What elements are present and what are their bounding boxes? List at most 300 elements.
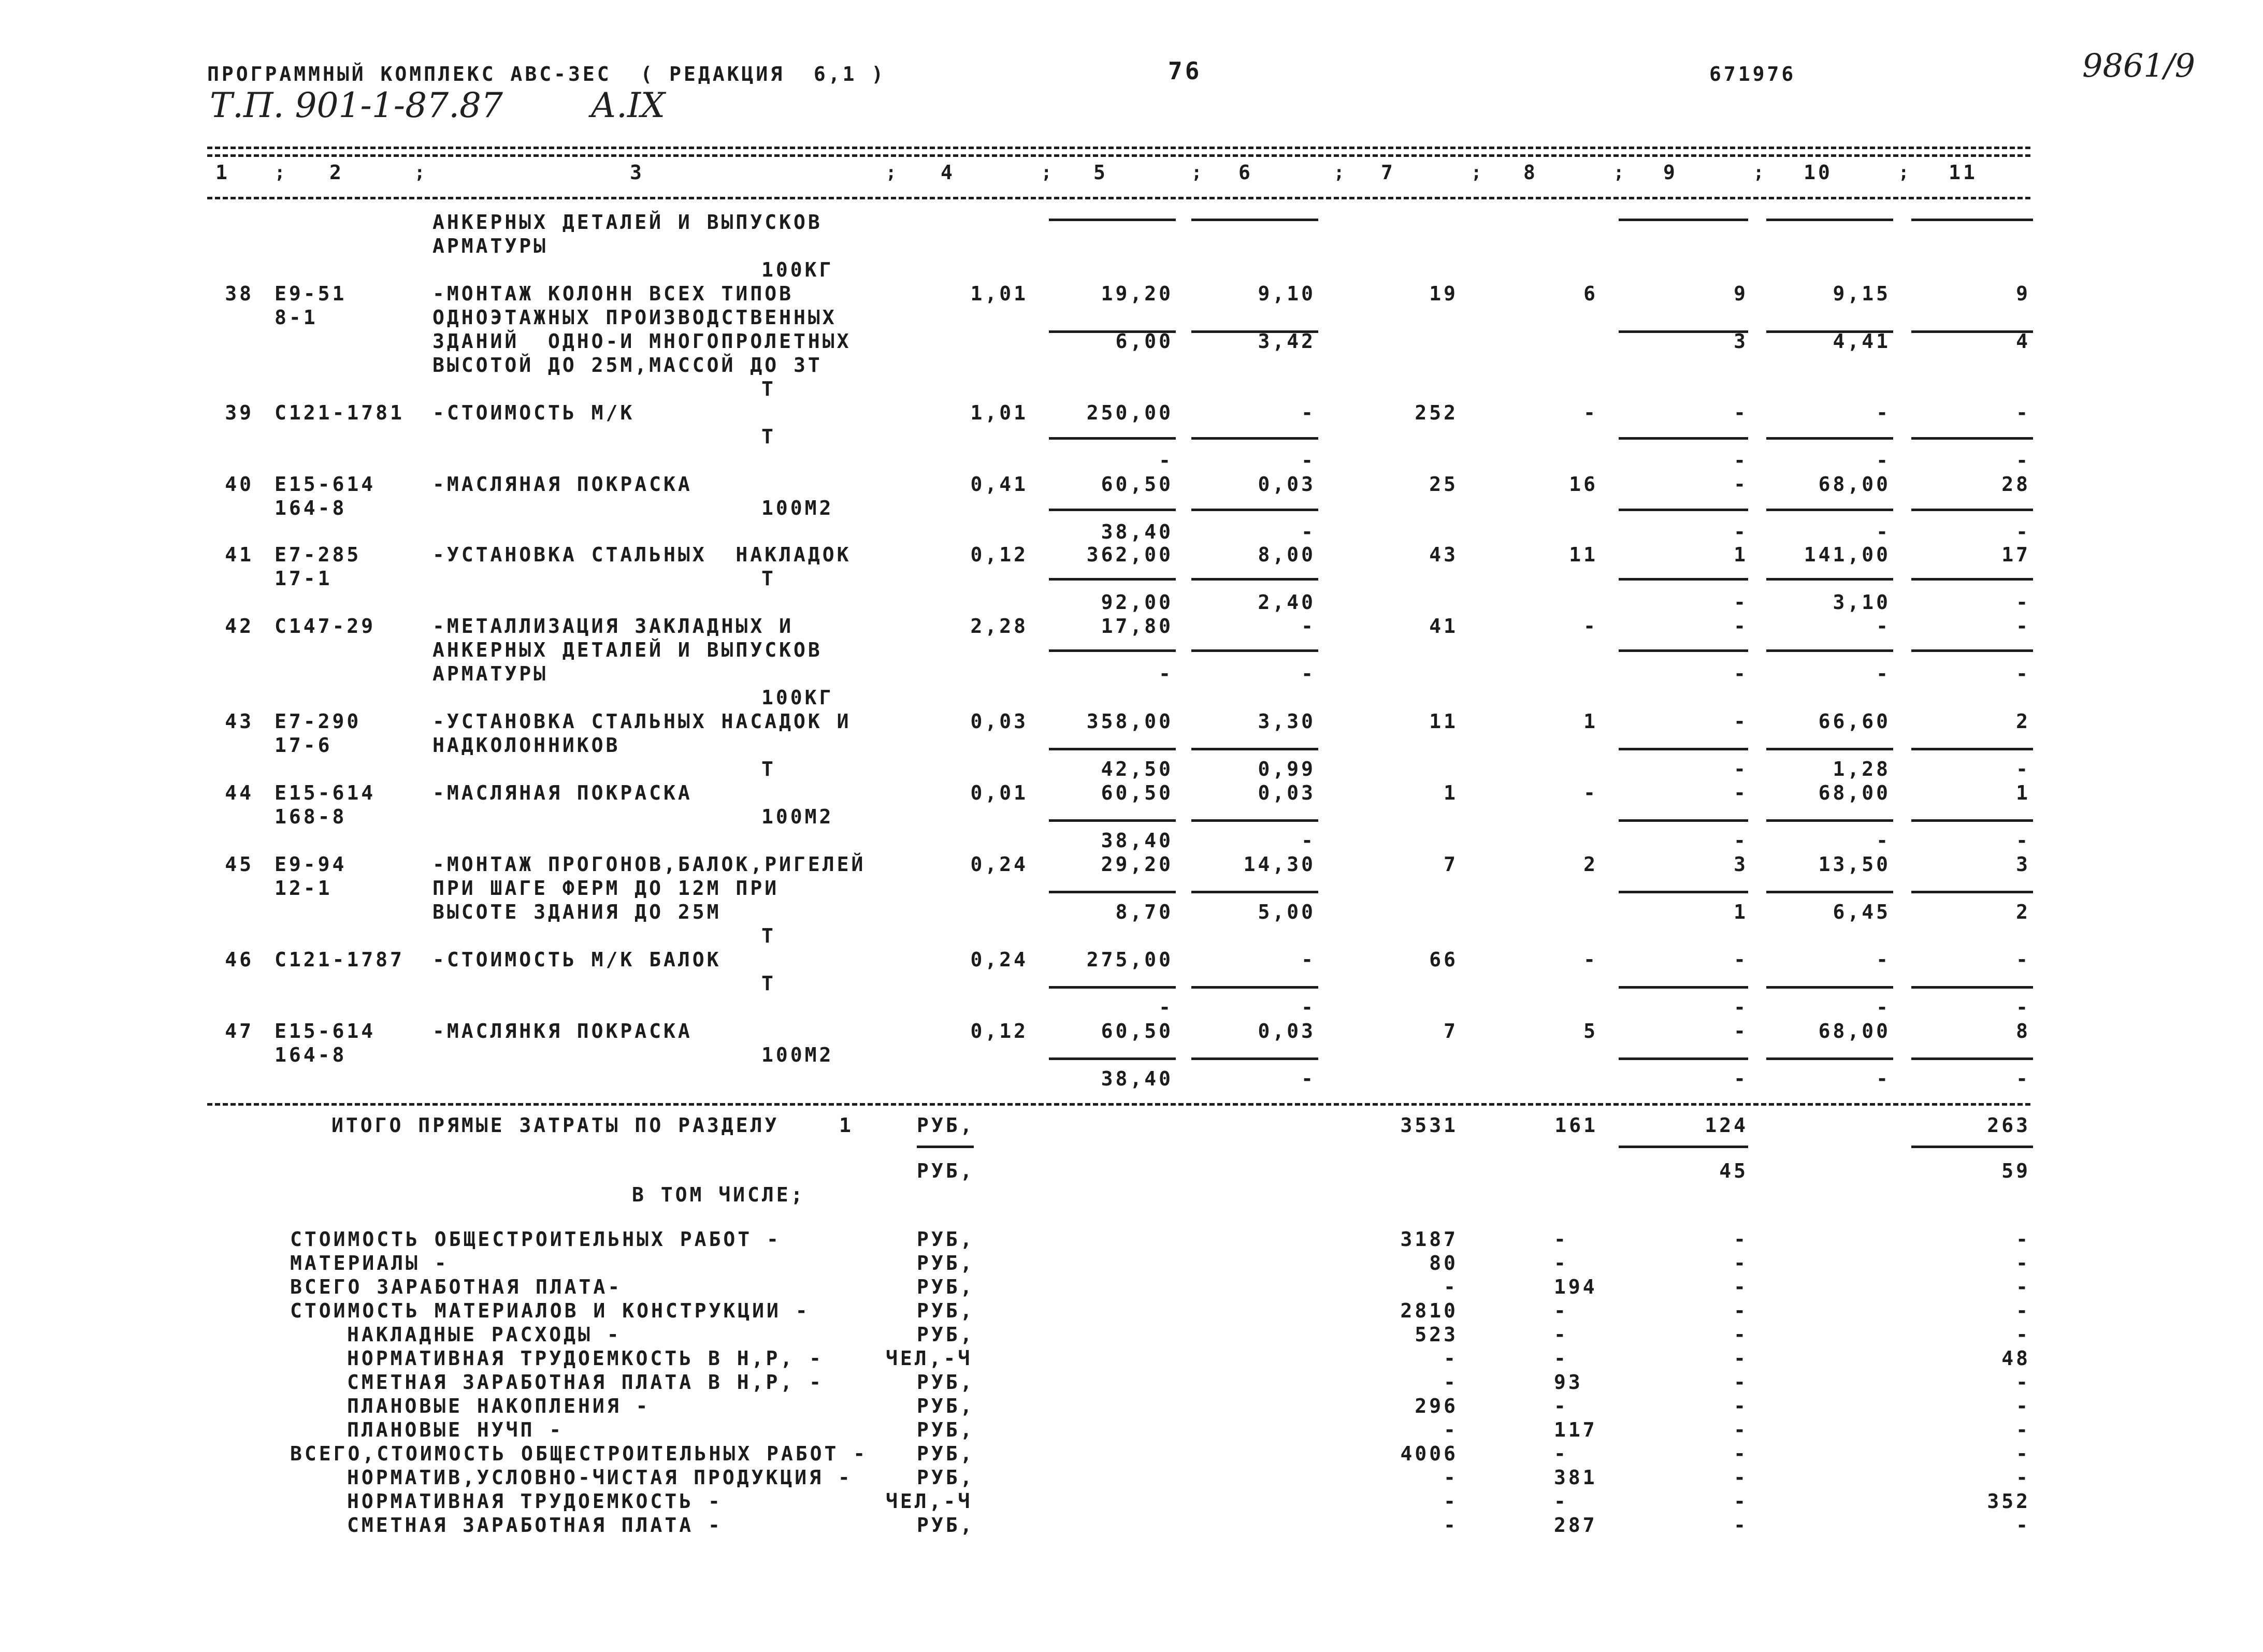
value-c7: 7 <box>1444 1020 1458 1042</box>
value-rule <box>1911 748 2033 750</box>
summary-value-c9: - <box>1734 1347 1748 1370</box>
work-description: -МАСЛЯНКЯ ПОКРАСКА <box>433 1020 693 1042</box>
column-separator: ; <box>1753 162 1767 183</box>
value-rule <box>1911 219 2033 221</box>
value-c9: - <box>1734 710 1748 733</box>
summary-value-c8: - <box>1554 1252 1568 1274</box>
value-c6: - <box>1301 948 1316 971</box>
summary-label: ПЛАНОВЫЕ НУЧП - <box>347 1418 564 1441</box>
value-c10: 1,28 <box>1833 758 1891 780</box>
value-c8: 16 <box>1569 473 1598 496</box>
value-c9: - <box>1734 520 1748 543</box>
value-c9: - <box>1734 1020 1748 1042</box>
value-c6: - <box>1301 1067 1316 1090</box>
value-c11: 2 <box>2016 710 2030 733</box>
summary-value-c9: - <box>1734 1466 1748 1489</box>
value-c6: 9,10 <box>1258 282 1316 305</box>
summary-value-c8: - <box>1554 1490 1568 1513</box>
totals-c9: 124 <box>1705 1114 1748 1137</box>
value-rule <box>1619 1057 1748 1060</box>
summary-label: НАКЛАДНЫЕ РАСХОДЫ - <box>347 1323 622 1346</box>
value-c11: - <box>2016 758 2030 780</box>
value-c8: 5 <box>1583 1020 1598 1042</box>
totals-c11-second: 59 <box>2001 1160 2030 1182</box>
value-c10: - <box>1876 662 1891 685</box>
summary-value-c7: - <box>1444 1276 1458 1298</box>
column-separator: ; <box>1613 162 1627 183</box>
measure-unit: Т <box>761 924 776 947</box>
value-c5: 60,50 <box>1101 781 1173 804</box>
value-rule <box>1191 509 1318 511</box>
item-number: 40 <box>225 473 254 496</box>
work-description: -МОНТАЖ ПРОГОНОВ,БАЛОК,РИГЕЛЕЙ <box>433 853 866 876</box>
value-c5: 17,80 <box>1101 615 1173 637</box>
norm-code: 17-1 <box>275 567 333 590</box>
measure-unit: Т <box>761 378 776 400</box>
summary-value-c11: - <box>2016 1371 2030 1394</box>
value-c8: - <box>1583 948 1598 971</box>
summary-value-c8: - <box>1554 1228 1568 1251</box>
item-number: 38 <box>225 282 254 305</box>
value-c5: 60,50 <box>1101 473 1173 496</box>
value-rule <box>1049 1057 1176 1060</box>
value-c6: - <box>1301 449 1316 472</box>
summary-value-c8: 287 <box>1554 1514 1597 1537</box>
value-c6: 5,00 <box>1258 901 1316 923</box>
summary-value-c11: 352 <box>1987 1490 2030 1513</box>
value-c10: - <box>1876 829 1891 852</box>
value-c9: - <box>1734 449 1748 472</box>
summary-value-c7: - <box>1444 1347 1458 1370</box>
summary-label: МАТЕРИАЛЫ - <box>290 1252 449 1274</box>
value-c9: 3 <box>1734 330 1748 353</box>
value-c7: 66 <box>1429 948 1458 971</box>
measure-unit: Т <box>761 758 776 780</box>
summary-value-c9: - <box>1734 1514 1748 1537</box>
value-c11: 2 <box>2016 901 2030 923</box>
item-number: 42 <box>225 615 254 637</box>
value-c10: 9,15 <box>1833 282 1891 305</box>
value-c11: - <box>2016 1067 2030 1090</box>
column-separator: ; <box>1334 162 1347 183</box>
document-code: 671976 <box>1709 63 1796 85</box>
value-rule <box>1766 649 1893 652</box>
summary-label: СТОИМОСТЬ ОБЩЕСТРОИТЕЛЬНЫХ РАБОТ - <box>290 1228 781 1251</box>
value-rule <box>1911 819 2033 822</box>
summary-value-c7: - <box>1444 1418 1458 1441</box>
summary-unit: РУБ, <box>917 1395 975 1417</box>
value-c10: - <box>1876 449 1891 472</box>
item-number: 43 <box>225 710 254 733</box>
value-c11: 8 <box>2016 1020 2030 1042</box>
value-rule <box>1619 509 1748 511</box>
value-rule <box>1619 986 1748 989</box>
column-separator: ; <box>1471 162 1484 183</box>
summary-label: НОРМАТИВНАЯ ТРУДОЕМКОСТЬ - <box>347 1490 723 1513</box>
value-c8: - <box>1583 781 1598 804</box>
value-rule <box>1619 891 1748 893</box>
value-rule <box>1049 819 1176 822</box>
summary-value-c8: - <box>1554 1299 1568 1322</box>
value-rule <box>1049 891 1176 893</box>
value-rule <box>1619 219 1748 221</box>
value-c10: 141,00 <box>1804 543 1891 566</box>
work-description: -УСТАНОВКА СТАЛЬНЫХ НАСАДОК И <box>433 710 852 733</box>
value-c6: - <box>1301 829 1316 852</box>
column-header-5: 5 <box>1093 161 1108 184</box>
item-number: 44 <box>225 781 254 804</box>
summary-value-c7: - <box>1444 1490 1458 1513</box>
norm-code: С147-29 <box>275 615 376 637</box>
summary-value-c7: - <box>1444 1514 1458 1537</box>
value-rule <box>1049 649 1176 652</box>
norm-code: Е9-51 <box>275 282 347 305</box>
including-label: В ТОМ ЧИСЛЕ; <box>632 1183 805 1206</box>
work-description: -МЕТАЛЛИЗАЦИЯ ЗАКЛАДНЫХ И <box>433 615 794 637</box>
value-c9: 3 <box>1734 853 1748 876</box>
value-rule <box>1911 649 2033 652</box>
value-rule <box>1191 1057 1318 1060</box>
value-c9: 1 <box>1734 543 1748 566</box>
norm-code: 168-8 <box>275 805 347 828</box>
value-c4: 0,12 <box>970 1020 1028 1042</box>
value-c7: 11 <box>1429 710 1458 733</box>
work-description: АРМАТУРЫ <box>433 662 549 685</box>
totals-c11: 263 <box>1987 1114 2030 1137</box>
summary-value-c11: - <box>2016 1514 2030 1537</box>
value-c6: 8,00 <box>1258 543 1316 566</box>
value-rule <box>1911 509 2033 511</box>
value-rule <box>1766 330 1893 333</box>
value-c4: 0,12 <box>970 543 1028 566</box>
measure-unit: 100М2 <box>761 1044 834 1066</box>
column-header-10: 10 <box>1804 161 1833 184</box>
value-c5: 19,20 <box>1101 282 1173 305</box>
summary-unit: РУБ, <box>917 1323 975 1346</box>
value-c9: - <box>1734 1067 1748 1090</box>
value-c5: 29,20 <box>1101 853 1173 876</box>
norm-code: Е7-285 <box>275 543 362 566</box>
value-c6: - <box>1301 401 1316 424</box>
value-c10: 13,50 <box>1818 853 1891 876</box>
work-description: ВЫСОТЕ ЗДАНИЯ ДО 25М <box>433 901 722 923</box>
value-c5: 38,40 <box>1101 520 1173 543</box>
value-c4: 2,28 <box>970 615 1028 637</box>
totals-c8: 161 <box>1554 1114 1598 1137</box>
value-rule <box>1766 437 1893 440</box>
summary-value-c8: - <box>1554 1395 1568 1417</box>
norm-code: Е9-94 <box>275 853 347 876</box>
value-rule <box>1911 437 2033 440</box>
value-rule <box>1191 891 1318 893</box>
page-number: 76 <box>1168 57 1202 85</box>
summary-value-c8: - <box>1554 1442 1568 1465</box>
value-c5: 38,40 <box>1101 829 1173 852</box>
value-c4: 0,24 <box>970 853 1028 876</box>
value-c9: - <box>1734 662 1748 685</box>
value-c10: - <box>1876 520 1891 543</box>
summary-unit: РУБ, <box>917 1466 975 1489</box>
work-description: ВЫСОТОЙ ДО 25М,МАССОЙ ДО 3Т <box>433 354 823 376</box>
totals-c9-second: 45 <box>1719 1160 1748 1182</box>
column-header-9: 9 <box>1663 161 1678 184</box>
summary-unit: РУБ, <box>917 1276 975 1298</box>
summary-value-c7: 523 <box>1415 1323 1458 1346</box>
item-number: 46 <box>225 948 254 971</box>
column-separator: ; <box>1041 162 1055 183</box>
value-c10: - <box>1876 996 1891 1019</box>
summary-unit: ЧЕЛ,-Ч <box>886 1490 973 1513</box>
work-description: -МАСЛЯНАЯ ПОКРАСКА <box>433 781 693 804</box>
value-c4: 0,41 <box>970 473 1028 496</box>
summary-label: СМЕТНАЯ ЗАРАБОТНАЯ ПЛАТА - <box>347 1514 723 1537</box>
summary-unit: РУБ, <box>917 1371 975 1394</box>
totals-c7: 3531 <box>1400 1114 1458 1137</box>
value-c6: 0,03 <box>1258 473 1316 496</box>
norm-code: 164-8 <box>275 1044 347 1066</box>
value-c9: - <box>1734 781 1748 804</box>
value-rule <box>1766 819 1893 822</box>
column-separator: ; <box>886 162 899 183</box>
value-c6: 2,40 <box>1258 591 1316 614</box>
value-rule <box>1619 748 1748 750</box>
value-c8: 6 <box>1583 282 1598 305</box>
summary-value-c8: 381 <box>1554 1466 1597 1489</box>
summary-label: СТОИМОСТЬ МАТЕРИАЛОВ И КОНСТРУКЦИИ - <box>290 1299 810 1322</box>
value-rule <box>1191 649 1318 652</box>
norm-code: 164-8 <box>275 497 347 519</box>
value-c11: 17 <box>2001 543 2030 566</box>
summary-value-c8: 93 <box>1554 1371 1583 1394</box>
summary-value-c7: 4006 <box>1400 1442 1458 1465</box>
column-separator: ; <box>414 162 428 183</box>
item-number: 45 <box>225 853 254 876</box>
work-description: АРМАТУРЫ <box>433 235 549 257</box>
handwritten-sheet-number: 9861/9 <box>2082 47 2196 84</box>
summary-value-c7: 2810 <box>1400 1299 1458 1322</box>
summary-label: СМЕТНАЯ ЗАРАБОТНАЯ ПЛАТА В Н,Р, - <box>347 1371 824 1394</box>
value-rule <box>1766 219 1893 221</box>
summary-value-c8: - <box>1554 1347 1568 1370</box>
summary-value-c9: - <box>1734 1418 1748 1441</box>
norm-code: Е15-614 <box>275 473 376 496</box>
norm-code: Е15-614 <box>275 1020 376 1042</box>
value-rule <box>1191 819 1318 822</box>
work-description: -МАСЛЯНАЯ ПОКРАСКА <box>433 473 693 496</box>
value-c11: 28 <box>2001 473 2030 496</box>
value-c5: - <box>1159 662 1173 685</box>
value-rule <box>1911 578 2033 581</box>
measure-unit: 100М2 <box>761 805 834 828</box>
summary-value-c11: - <box>2016 1323 2030 1346</box>
measure-unit: Т <box>761 425 776 448</box>
work-description: АНКЕРНЫХ ДЕТАЛЕЙ И ВЫПУСКОВ <box>433 639 823 661</box>
totals-unit-2: РУБ, <box>917 1160 975 1182</box>
value-c8: 11 <box>1569 543 1598 566</box>
table-top-rule-2 <box>207 154 2030 157</box>
measure-unit: 100КГ <box>761 686 834 709</box>
value-c9: 9 <box>1734 282 1748 305</box>
value-rule <box>1191 219 1318 221</box>
summary-value-c9: - <box>1734 1299 1748 1322</box>
work-description: НАДКОЛОННИКОВ <box>433 734 621 757</box>
value-c11: 9 <box>2016 282 2030 305</box>
value-c11: - <box>2016 591 2030 614</box>
value-rule <box>1619 819 1748 822</box>
value-c9: 1 <box>1734 901 1748 923</box>
summary-value-c9: - <box>1734 1442 1748 1465</box>
value-c5: - <box>1159 449 1173 472</box>
summary-unit: РУБ, <box>917 1442 975 1465</box>
value-c9: - <box>1734 948 1748 971</box>
summary-value-c8: 194 <box>1554 1276 1597 1298</box>
value-rule <box>1049 509 1176 511</box>
value-rule <box>1766 748 1893 750</box>
totals-rule <box>917 1146 974 1148</box>
value-c11: - <box>2016 401 2030 424</box>
value-c7: 7 <box>1444 853 1458 876</box>
summary-value-c9: - <box>1734 1228 1748 1251</box>
value-c6: 3,42 <box>1258 330 1316 353</box>
measure-unit: Т <box>761 972 776 995</box>
measure-unit: 100М2 <box>761 497 834 519</box>
work-description: -СТОИМОСТЬ М/К БАЛОК <box>433 948 722 971</box>
value-c5: 275,00 <box>1086 948 1173 971</box>
value-c10: 3,10 <box>1833 591 1891 614</box>
totals-label: ИТОГО ПРЯМЫЕ ЗАТРАТЫ ПО РАЗДЕЛУ <box>331 1114 780 1137</box>
table-top-rule <box>207 147 2030 149</box>
summary-value-c11: - <box>2016 1276 2030 1298</box>
summary-value-c11: - <box>2016 1228 2030 1251</box>
value-c5: 8,70 <box>1115 901 1173 923</box>
summary-value-c11: - <box>2016 1466 2030 1489</box>
totals-unit: РУБ, <box>917 1114 975 1137</box>
work-description: ОДНОЭТАЖНЫХ ПРОИЗВОДСТВЕННЫХ <box>433 306 837 329</box>
value-c6: 3,30 <box>1258 710 1316 733</box>
totals-section: 1 <box>839 1114 854 1137</box>
value-c11: - <box>2016 829 2030 852</box>
value-rule <box>1619 437 1748 440</box>
summary-value-c8: - <box>1554 1323 1568 1346</box>
summary-unit: РУБ, <box>917 1252 975 1274</box>
column-header-6: 6 <box>1238 161 1253 184</box>
summary-value-c8: 117 <box>1554 1418 1597 1441</box>
program-title: ПРОГРАММНЫЙ КОМПЛЕКС АВС-ЗЕС ( РЕДАКЦИЯ 6,1 ) <box>207 63 886 85</box>
summary-unit: РУБ, <box>917 1228 975 1251</box>
value-c10: 68,00 <box>1818 473 1891 496</box>
summary-value-c11: - <box>2016 1395 2030 1417</box>
value-rule <box>1911 986 2033 989</box>
value-c8: 2 <box>1583 853 1598 876</box>
value-c5: 42,50 <box>1101 758 1173 780</box>
value-rule <box>1766 1057 1893 1060</box>
norm-code: 17-6 <box>275 734 333 757</box>
value-c11: - <box>2016 615 2030 637</box>
table-bottom-rule <box>207 1103 2030 1106</box>
value-c6: - <box>1301 996 1316 1019</box>
summary-value-c7: 80 <box>1429 1252 1458 1274</box>
value-c6: - <box>1301 662 1316 685</box>
value-c8: - <box>1583 401 1598 424</box>
value-c11: - <box>2016 449 2030 472</box>
value-c6: 0,03 <box>1258 781 1316 804</box>
value-c9: - <box>1734 401 1748 424</box>
value-rule <box>1049 330 1176 333</box>
item-number: 41 <box>225 543 254 566</box>
value-c4: 0,24 <box>970 948 1028 971</box>
value-c5: 38,40 <box>1101 1067 1173 1090</box>
value-rule <box>1191 437 1318 440</box>
summary-value-c7: 3187 <box>1400 1228 1458 1251</box>
handwritten-album-number: А.IX <box>590 85 666 125</box>
summary-unit: РУБ, <box>917 1418 975 1441</box>
value-c11: - <box>2016 948 2030 971</box>
value-rule <box>1049 219 1176 221</box>
summary-value-c7: - <box>1444 1466 1458 1489</box>
value-rule <box>1619 578 1748 581</box>
work-description: -МОНТАЖ КОЛОНН ВСЕХ ТИПОВ <box>433 282 794 305</box>
summary-value-c11: - <box>2016 1299 2030 1322</box>
value-rule <box>1191 986 1318 989</box>
summary-value-c11: 48 <box>2001 1347 2030 1370</box>
value-rule <box>1049 748 1176 750</box>
value-rule <box>1191 578 1318 581</box>
summary-value-c9: - <box>1734 1252 1748 1274</box>
work-description: АНКЕРНЫХ ДЕТАЛЕЙ И ВЫПУСКОВ <box>433 211 823 234</box>
summary-value-c11: - <box>2016 1418 2030 1441</box>
value-c7: 1 <box>1444 781 1458 804</box>
value-c5: 60,50 <box>1101 1020 1173 1042</box>
summary-value-c9: - <box>1734 1323 1748 1346</box>
work-description: -УСТАНОВКА СТАЛЬНЫХ НАКЛАДОК <box>433 543 852 566</box>
value-c5: 358,00 <box>1086 710 1173 733</box>
measure-unit: 100КГ <box>761 258 834 281</box>
totals-rule <box>1619 1146 1748 1148</box>
item-number: 39 <box>225 401 254 424</box>
value-c9: - <box>1734 473 1748 496</box>
value-c5: 92,00 <box>1101 591 1173 614</box>
summary-label: ВСЕГО ЗАРАБОТНАЯ ПЛАТА- <box>290 1276 623 1298</box>
value-c9: - <box>1734 996 1748 1019</box>
value-c9: - <box>1734 615 1748 637</box>
value-rule <box>1766 578 1893 581</box>
measure-unit: Т <box>761 567 776 590</box>
summary-value-c9: - <box>1734 1490 1748 1513</box>
value-c8: 1 <box>1583 710 1598 733</box>
norm-code: 8-1 <box>275 306 318 329</box>
column-separator: ; <box>275 162 288 183</box>
value-c5: 362,00 <box>1086 543 1173 566</box>
header-bottom-rule <box>207 197 2030 199</box>
value-rule <box>1911 891 2033 893</box>
column-separator: ; <box>1191 162 1205 183</box>
summary-value-c9: - <box>1734 1276 1748 1298</box>
value-c11: 3 <box>2016 853 2030 876</box>
value-c6: 0,99 <box>1258 758 1316 780</box>
value-c11: - <box>2016 520 2030 543</box>
value-c7: 43 <box>1429 543 1458 566</box>
column-header-8: 8 <box>1523 161 1538 184</box>
value-rule <box>1191 748 1318 750</box>
value-c4: 0,03 <box>970 710 1028 733</box>
norm-code: 12-1 <box>275 877 333 900</box>
value-c4: 0,01 <box>970 781 1028 804</box>
column-separator: ; <box>1898 162 1912 183</box>
value-rule <box>1619 330 1748 333</box>
value-rule <box>1049 986 1176 989</box>
value-c6: - <box>1301 615 1316 637</box>
value-c10: - <box>1876 401 1891 424</box>
